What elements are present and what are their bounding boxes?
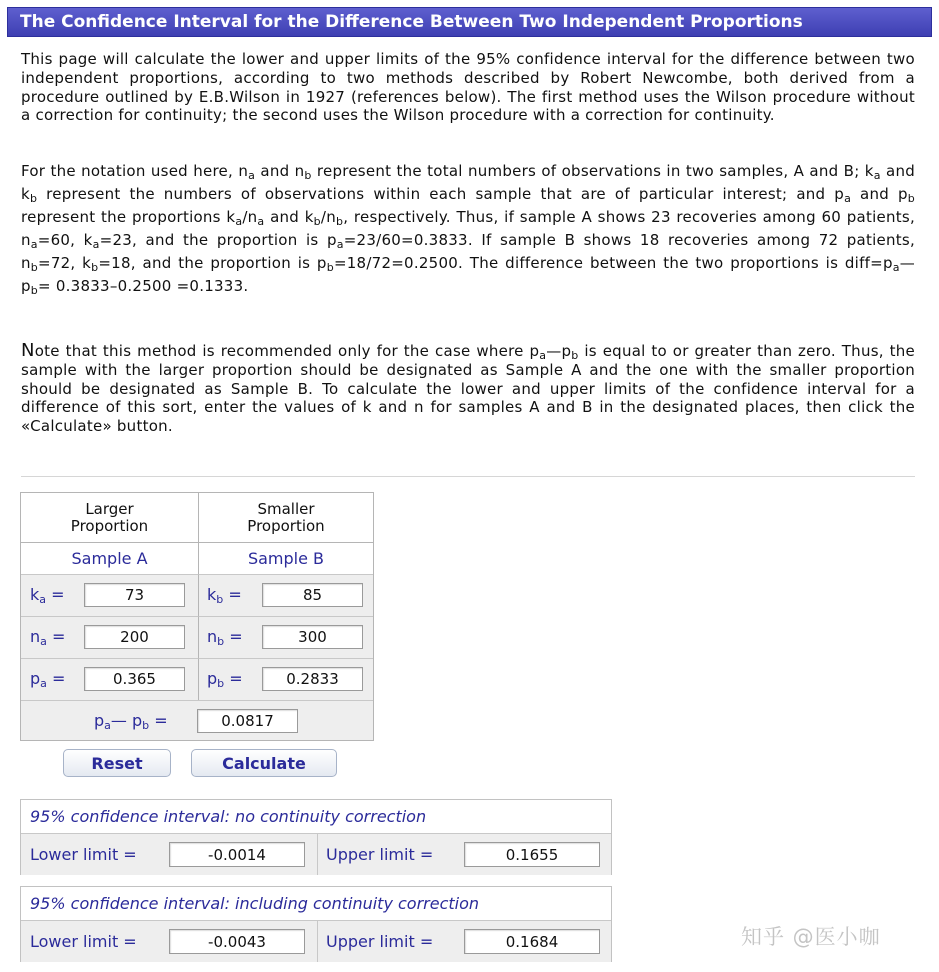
result-no-continuity-correction xyxy=(20,799,612,875)
pa-label: $p_a$ = xyxy=(30,669,66,690)
row-kb xyxy=(198,574,373,616)
kb-input[interactable] xyxy=(262,583,363,607)
row-pa xyxy=(21,658,198,700)
difference-label: $p_a—$ $p_b$ = xyxy=(94,711,168,732)
difference-output[interactable] xyxy=(197,709,298,733)
nb-input[interactable] xyxy=(262,625,363,649)
header-larger-proportion: Larger Proportion xyxy=(70,500,149,535)
upper-limit-label: Upper limit = xyxy=(326,932,434,951)
result-with-continuity-correction xyxy=(20,886,612,962)
upper-limit-label: Upper limit = xyxy=(326,845,434,864)
divider xyxy=(21,476,915,477)
na-label: $n_a$ = xyxy=(30,627,66,648)
sample-b-label: Sample B xyxy=(198,542,373,574)
lower-limit-label: Lower limit = xyxy=(30,845,137,864)
pb-output[interactable] xyxy=(262,667,363,691)
pa-output[interactable] xyxy=(84,667,185,691)
watermark: 知乎 @医小咖 xyxy=(741,925,881,949)
upper-limit-output[interactable] xyxy=(464,842,600,867)
result-row xyxy=(21,920,611,962)
row-nb xyxy=(198,616,373,658)
calculate-button[interactable]: Calculate xyxy=(191,749,337,777)
calculator-table xyxy=(20,492,374,741)
row-pb xyxy=(198,658,373,700)
notation-paragraph: For the notation used here, $n_a$ and $n_b$ represent the total numbers of observations in two samples, A and B; $k_a$ and $k_b$ represent the numbers of observations within each sample that are of particular interest; and $p_a$ and $p_b$ represent the proportions $k_a/n_a$ and $k_b/n_b$, respectively. Thus, if sample A shows 23 recoveries among 60 patients, $n_a=60$, $k_a=23$, and the proportion is $p_a=23/60=0.3833$. If sample B shows 18 recoveries among 72 patients, $n_b=72$, $k_b=18$, and the proportion is $p_b=18/72=0.2500$. The difference between the two proportions is $diff=p_a—p_b= 0.3833-0.2500 =0.1333$. xyxy=(21,162,915,297)
row-difference xyxy=(21,700,373,740)
result-title: 95% confidence interval: including continuity correction xyxy=(30,894,480,913)
ka-input[interactable] xyxy=(84,583,185,607)
upper-limit-output[interactable] xyxy=(464,929,600,954)
result-row xyxy=(21,833,611,875)
kb-label: $k_b$ = xyxy=(207,585,242,606)
na-input[interactable] xyxy=(84,625,185,649)
row-na xyxy=(21,616,198,658)
lower-limit-output[interactable] xyxy=(169,929,305,954)
reset-button[interactable]: Reset xyxy=(63,749,171,777)
lower-limit-output[interactable] xyxy=(169,842,305,867)
upper-limit-cell xyxy=(317,921,612,962)
sample-a-label: Sample A xyxy=(21,542,198,574)
header-smaller-proportion: Smaller Proportion xyxy=(198,493,373,542)
pb-label: $p_b$ = xyxy=(207,669,243,690)
ka-label: $k_a$ = xyxy=(30,585,65,606)
instructions-paragraph: Note that this method is recommended only for the case where $p_a—p_b$ is equal to or greater than zero. Thus, the sample with the larger proportion should be designated as Sample A and the one with the smaller proportion should be designated as Sample B. To calculate the lower and upper limits of the confidence interval for a difference of this sort, enter the values of k and n for samples A and B in the designated places, then click the «Calculate» button. xyxy=(21,340,915,436)
page-title: The Confidence Interval for the Difference Between Two Independent Proportions xyxy=(7,7,932,37)
intro-paragraph-1: This page will calculate the lower and upper limits of the 95% confidence interval for the difference between two independent proportions, according to two methods described by Robert Newcombe, both derived from a procedure outlined by E.B.Wilson in 1927 (references below). The first method uses the Wilson procedure without a correction for continuity; the second uses the Wilson procedure with a correction for continuity. xyxy=(21,50,915,125)
upper-limit-cell xyxy=(317,834,612,875)
result-title: 95% confidence interval: no continuity correction xyxy=(30,807,427,826)
row-ka xyxy=(21,574,198,616)
nb-label: $n_b$ = xyxy=(207,627,243,648)
lower-limit-label: Lower limit = xyxy=(30,932,137,951)
